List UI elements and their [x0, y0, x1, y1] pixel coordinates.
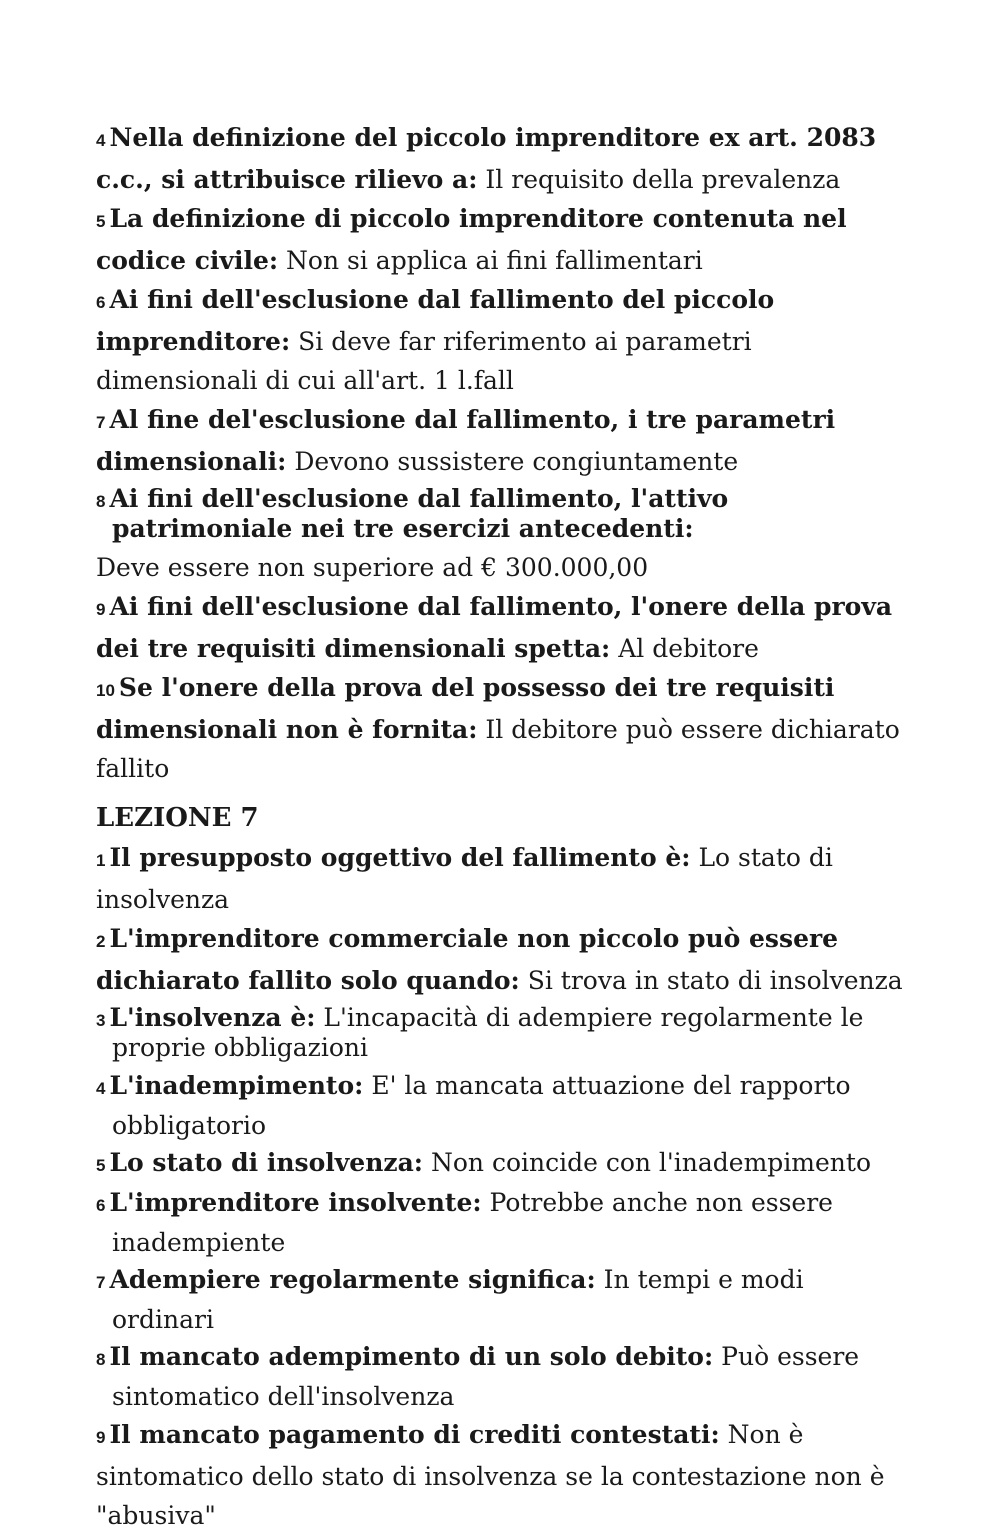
question-text: Lo stato di insolvenza: [109, 1148, 424, 1177]
lesson7-item-1 [96, 838, 906, 919]
answer-text: L'incapacità di adempiere regolarmente le proprie obbligazioni [112, 1003, 864, 1062]
question-number: 8 [96, 1350, 106, 1369]
answer-text: Potrebbe anche non essere inadempiente [112, 1188, 833, 1257]
question-item-9 [96, 587, 906, 668]
question-text: Il mancato pagamento di crediti contestati: [109, 1420, 720, 1449]
question-text: Il mancato adempimento di un solo debito: [109, 1342, 714, 1371]
answer-text: Non si applica ai fini fallimentari [286, 246, 703, 275]
question-number: 3 [96, 1011, 106, 1030]
answer-text: Al debitore [618, 634, 759, 663]
question-number: 6 [96, 293, 106, 312]
lesson7-item-8 [96, 1338, 906, 1415]
answer-text: Non è sintomatico dello stato di insolvenza se la contestazione non è "abusiva" [96, 1420, 885, 1530]
question-item-4 [96, 118, 906, 199]
question-number: 7 [96, 413, 106, 432]
question-item-8 [96, 485, 906, 542]
question-number: 5 [96, 1156, 106, 1175]
answer-text: Non coincide con l'inadempimento [430, 1148, 872, 1177]
lesson7-item-9 [96, 1415, 906, 1535]
question-number: 9 [96, 600, 106, 619]
question-number: 9 [96, 1428, 106, 1447]
question-item-6 [96, 280, 906, 400]
question-number: 4 [96, 1079, 106, 1098]
question-text: L'insolvenza è: [109, 1003, 316, 1032]
lesson7-item-5 [96, 1144, 906, 1184]
lesson7-item-2 [96, 919, 906, 1000]
question-item-7 [96, 400, 906, 481]
question-number: 1 [96, 851, 106, 870]
question-text: Ai fini dell'esclusione dal fallimento, l'attivo patrimoniale nei tre esercizi antecedenti: [109, 484, 729, 543]
question-number: 6 [96, 1196, 106, 1215]
question-number: 10 [96, 681, 115, 700]
answer-text: Il requisito della prevalenza [485, 165, 841, 194]
question-item-5 [96, 199, 906, 280]
answer-text: Il debitore può essere dichiarato fallito [96, 715, 900, 783]
question-text: Adempiere regolarmente significa: [109, 1265, 596, 1294]
lesson7-item-3 [96, 1004, 906, 1061]
question-text: Ai fini dell'esclusione dal fallimento, l'onere della prova dei tre requisiti dimensionali spetta: [96, 592, 893, 663]
question-text: L'inadempimento: [109, 1071, 364, 1100]
lesson7-item-7 [96, 1261, 906, 1338]
section-title: LEZIONE 7 [96, 803, 259, 833]
lesson7-item-6 [96, 1184, 906, 1261]
question-text: Se l'onere della prova del possesso dei tre requisiti dimensionali non è fornita: [96, 673, 835, 744]
question-text: L'imprenditore commerciale non piccolo può essere dichiarato fallito solo quando: [96, 924, 839, 995]
question-number: 8 [96, 492, 106, 511]
lesson7-item-4 [96, 1067, 906, 1144]
document-page [96, 118, 906, 1535]
answer-text: Si trova in stato di insolvenza [527, 966, 903, 995]
question-item-10 [96, 668, 906, 788]
answer-text: Si deve far riferimento ai parametri dimensionali di cui all'art. 1 l.fall [96, 327, 752, 395]
question-text: Al fine del'esclusione dal fallimento, i tre parametri dimensionali: [96, 405, 836, 476]
answer-text-8: Deve essere non superiore ad € 300.000,00 [96, 553, 649, 582]
answer-text: Lo stato di insolvenza [96, 843, 833, 914]
question-number: 4 [96, 131, 106, 150]
question-text: L'imprenditore insolvente: [109, 1188, 482, 1217]
question-number: 2 [96, 932, 106, 951]
question-text: Nella definizione del piccolo imprenditore ex art. 2083 c.c., si attribuisce rilievo a: [96, 123, 877, 194]
question-number: 7 [96, 1273, 106, 1292]
answer-text: Può essere sintomatico dell'insolvenza [112, 1342, 860, 1411]
answer-text: Devono sussistere congiuntamente [294, 447, 739, 476]
answer-text: E' la mancata attuazione del rapporto obbligatorio [112, 1071, 851, 1140]
question-text: La definizione di piccolo imprenditore contenuta nel codice civile: [96, 204, 847, 275]
question-number: 5 [96, 212, 106, 231]
answer-text: In tempi e modi ordinari [112, 1265, 804, 1334]
question-text: Il presupposto oggettivo del fallimento è: [109, 843, 691, 872]
question-text: Ai fini dell'esclusione dal fallimento del piccolo imprenditore: [96, 285, 775, 356]
